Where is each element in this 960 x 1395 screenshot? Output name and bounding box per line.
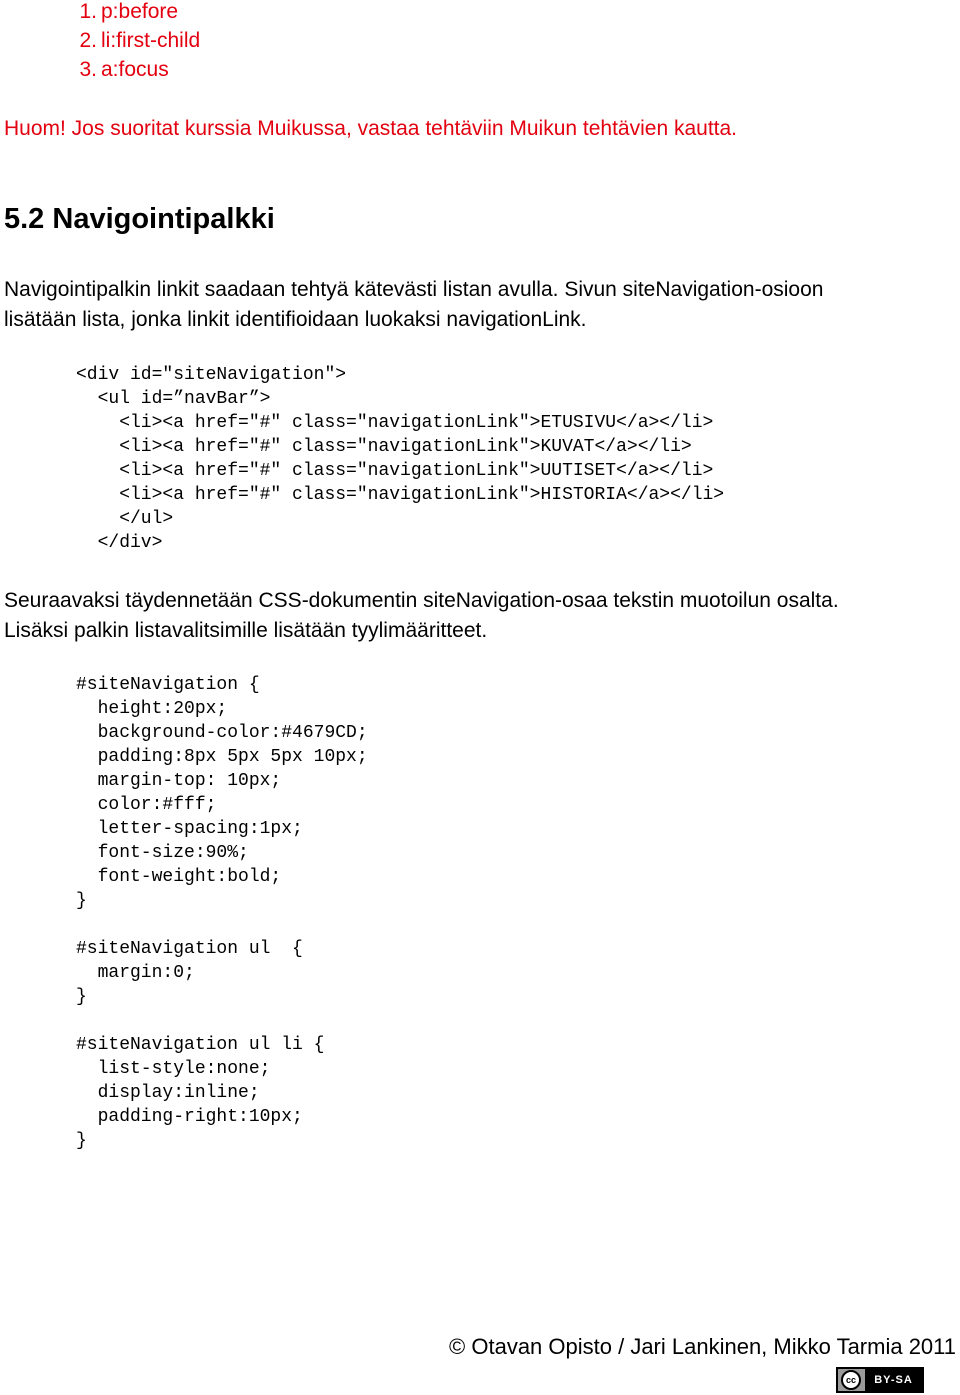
code-line: <li><a href="#" class="navigationLink">HISTORIA</a></li> xyxy=(76,485,725,505)
creative-commons-by-sa-icon xyxy=(836,1367,924,1393)
paragraph-line: lisätään lista, jonka linkit identifioidaan luokaksi navigationLink. xyxy=(4,308,587,331)
css-intro-paragraph xyxy=(4,586,839,646)
code-line: color:#fff; xyxy=(76,795,217,815)
code-line: </ul> xyxy=(76,509,174,529)
code-line: font-weight:bold; xyxy=(76,867,282,887)
list-item-text: li:first-child xyxy=(101,29,201,52)
paragraph-line: Seuraavaksi täydennetään CSS-dokumentin siteNavigation-osaa tekstin muotoilun osalta. xyxy=(4,589,839,612)
cc-license-label: BY-SA xyxy=(865,1369,922,1391)
code-line: letter-spacing:1px; xyxy=(76,819,303,839)
code-line: <li><a href="#" class="navigationLink">KUVAT</a></li> xyxy=(76,437,692,457)
code-line: <div id="siteNavigation"> xyxy=(76,365,347,385)
code-line: <ul id=”navBar”> xyxy=(76,389,271,409)
code-line: padding:8px 5px 5px 10px; xyxy=(76,747,368,767)
list-item-number: 3. xyxy=(79,58,97,81)
code-line: </div> xyxy=(76,533,163,553)
code-line: <li><a href="#" class="navigationLink">UUTISET</a></li> xyxy=(76,461,714,481)
code-line: margin:0; xyxy=(76,963,195,983)
muikku-note: Huom! Jos suoritat kurssia Muikussa, vastaa tehtäviin Muikun tehtävien kautta. xyxy=(4,117,738,140)
code-line: height:20px; xyxy=(76,699,228,719)
code-line: margin-top: 10px; xyxy=(76,771,282,791)
list-item-number: 1. xyxy=(79,0,97,23)
code-line: list-style:none; xyxy=(76,1059,271,1079)
paragraph-line: Lisäksi palkin listavalitsimille lisätään tyylimääritteet. xyxy=(4,619,488,642)
list-item-text: p:before xyxy=(101,0,179,23)
code-line: #siteNavigation { xyxy=(76,675,260,695)
code-line: } xyxy=(76,1131,87,1151)
html-code-block xyxy=(76,363,724,555)
intro-paragraph xyxy=(4,275,823,335)
paragraph-line: Navigointipalkin linkit saadaan tehtyä kätevästi listan avulla. Sivun siteNavigation-osioon xyxy=(4,278,824,301)
footer-copyright: © Otavan Opisto / Jari Lankinen, Mikko Tarmia 2011 xyxy=(449,1334,956,1359)
code-line: #siteNavigation ul { xyxy=(76,939,303,959)
code-line: } xyxy=(76,987,87,1007)
code-line: #siteNavigation ul li { xyxy=(76,1035,325,1055)
code-line: display:inline; xyxy=(76,1083,260,1103)
section-title: 5.2 Navigointipalkki xyxy=(4,203,275,235)
code-line: <li><a href="#" class="navigationLink">ETUSIVU</a></li> xyxy=(76,413,714,433)
code-line: background-color:#4679CD; xyxy=(76,723,368,743)
list-item-text: a:focus xyxy=(101,58,169,81)
list-item-number: 2. xyxy=(79,29,97,52)
css-code-block xyxy=(76,673,368,1153)
code-line: padding-right:10px; xyxy=(76,1107,303,1127)
code-line: font-size:90%; xyxy=(76,843,249,863)
code-line: } xyxy=(76,891,87,911)
cc-symbol: cc xyxy=(841,1370,861,1390)
